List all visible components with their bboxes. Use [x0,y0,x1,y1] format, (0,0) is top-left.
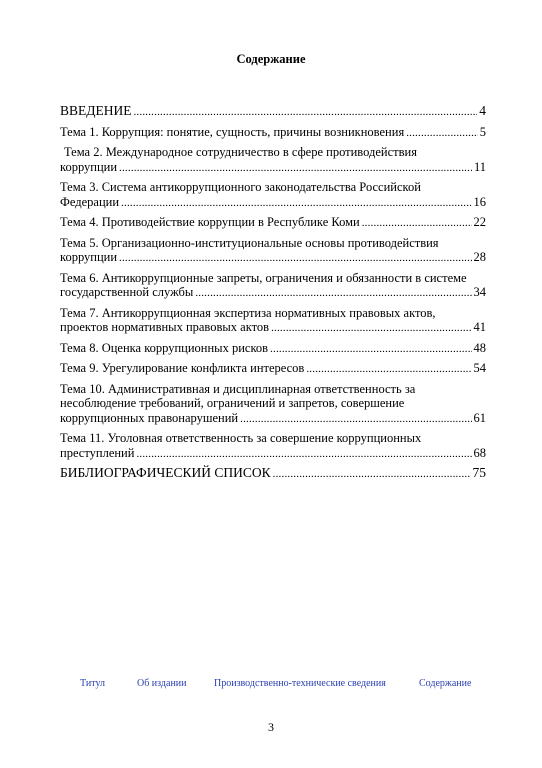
toc-entry-title: Тема 8. Оценка коррупционных рисков [60,340,269,355]
toc-entry-topic-9[interactable] [60,361,486,377]
toc-entry-title-continued: коррупционных правонарушений [60,410,239,425]
dot-leader [240,412,471,427]
dot-leader [133,105,477,120]
toc-entry-topic-2[interactable] [60,145,486,175]
dot-leader [406,126,478,141]
dot-leader [121,196,471,211]
toc-entry-title: Тема 5. Организационно-институциональные основы противодействия [60,235,439,250]
toc-entry-topic-10[interactable] [60,382,486,427]
toc-entry-topic-11[interactable] [60,431,486,461]
toc-page-number: 68 [473,445,486,460]
toc-page-number: 41 [473,320,486,334]
table-of-contents [60,104,486,482]
toc-entry-topic-5[interactable] [60,236,486,266]
toc-entry-title-continued: коррупции [60,159,118,174]
toc-entry-title: Тема 2. Международное сотрудничество в сфере противодействия [64,145,417,159]
toc-entry-title: Тема 6. Антикоррупционные запреты, ограничения и обязанности в системе [60,270,467,285]
toc-page-number: 5 [479,124,486,139]
toc-page-number: 75 [472,465,486,480]
toc-entry-title: Тема 7. Антикоррупционная экспертиза нормативных правовых актов, [60,305,436,320]
dot-leader [195,286,471,301]
dot-leader [271,321,471,336]
toc-page-number: 11 [473,159,486,174]
nav-link-contents[interactable]: Содержание [419,678,472,689]
toc-entry-title-continued: коррупции [60,250,118,264]
toc-page-number: 48 [473,340,486,355]
toc-page-number: 22 [473,215,486,229]
page-number: 3 [268,720,274,734]
document-navigation [0,678,542,692]
toc-page-number: 28 [473,250,486,264]
nav-link-about[interactable]: Об издании [137,678,187,689]
toc-entry-bibliography[interactable] [60,466,486,482]
nav-link-production-info[interactable]: Производственно-технические сведения [214,678,386,689]
toc-entry-topic-1[interactable] [60,125,486,141]
toc-entry-title: БИБЛИОГРАФИЧЕСКИЙ СПИСОК [60,465,271,480]
nav-link-title[interactable]: Титул [80,678,105,689]
toc-entry-topic-8[interactable] [60,341,486,357]
toc-entry-title: Тема 10. Административная и дисциплинарная ответственность за [60,381,416,396]
toc-entry-title: Тема 11. Уголовная ответственность за совершение коррупционных [60,431,422,445]
dot-leader [270,342,471,357]
toc-page-number: 34 [473,285,486,299]
dot-leader [306,362,471,377]
dot-leader [136,447,471,462]
dot-leader [273,467,471,482]
toc-entry-topic-4[interactable] [60,215,486,231]
toc-entry-title: Тема 3. Система антикоррупционного законодательства Российской [60,180,421,194]
toc-entry-introduction[interactable] [60,104,486,120]
dot-leader [119,161,472,176]
toc-page-number: 16 [473,194,486,209]
toc-entry-title-continued: Федерации [60,194,120,209]
toc-entry-topic-7[interactable] [60,306,486,336]
toc-page-number: 54 [473,361,486,375]
toc-page-number: 61 [473,410,486,425]
toc-entry-title: Тема 4. Противодействие коррупции в Республике Коми [60,215,360,229]
toc-entry-topic-3[interactable] [60,180,486,210]
page-title: Содержание [236,52,306,66]
toc-entry-title: ВВЕДЕНИЕ [60,103,132,118]
toc-entry-title-continued: преступлений [60,445,135,460]
dot-leader [362,216,472,231]
toc-entry-title-continued: государственной службы [60,285,194,299]
toc-entry-title-continued: несоблюдение требований, ограничений и запретов, совершение [60,396,405,410]
toc-page-number: 4 [479,103,486,118]
toc-entry-title: Тема 1. Коррупция: понятие, сущность, причины возникновения [60,124,405,139]
toc-entry-title-continued: проектов нормативных правовых актов [60,320,270,334]
toc-entry-title: Тема 9. Урегулирование конфликта интересов [60,361,305,375]
dot-leader [119,251,471,266]
toc-entry-topic-6[interactable] [60,271,486,301]
